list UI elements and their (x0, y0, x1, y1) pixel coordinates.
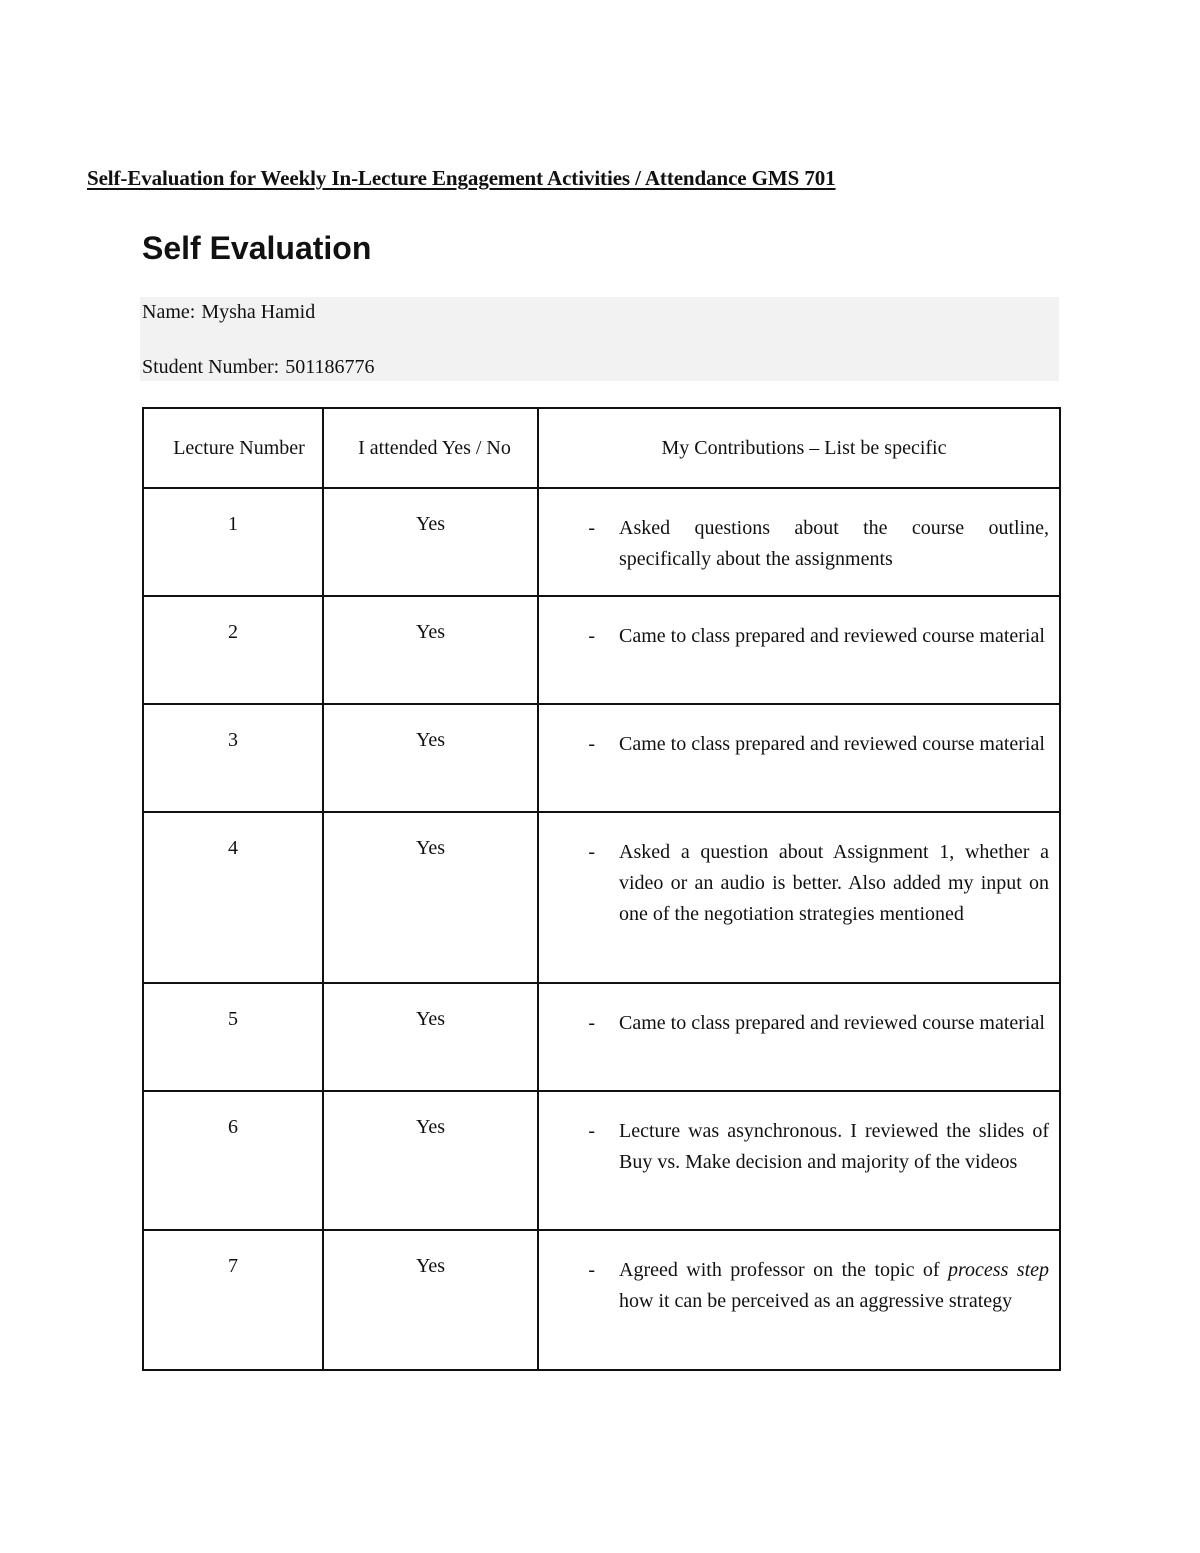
contribution-cell (538, 704, 1060, 812)
document-title: Self-Evaluation for Weekly In-Lecture Engagement Activities / Attendance GMS 701 (87, 166, 836, 190)
name-value: Mysha Hamid (201, 301, 316, 323)
attended-cell: Yes (323, 1091, 538, 1230)
lecture-number-cell: 5 (143, 983, 323, 1091)
student-number-label: Student Number: (142, 356, 280, 378)
bullet-dash: - (588, 625, 595, 647)
page-heading: Self Evaluation (142, 230, 372, 266)
contribution-text: Came to class prepared and reviewed course material (619, 1012, 1045, 1034)
table-row (143, 704, 1060, 812)
lecture-number-cell: 7 (143, 1230, 323, 1370)
attended-cell: Yes (323, 488, 538, 596)
student-number-line (142, 356, 374, 379)
header-contributions (538, 408, 1060, 488)
bullet-dash: - (588, 517, 595, 539)
attended-cell: Yes (323, 596, 538, 704)
attended-cell: Yes (323, 704, 538, 812)
lecture-number-cell: 3 (143, 704, 323, 812)
lecture-number-cell: 1 (143, 488, 323, 596)
bullet-dash: - (588, 1120, 595, 1142)
table-row (143, 983, 1060, 1091)
contribution-prefix: Agreed with professor on the topic of (619, 1259, 940, 1281)
contribution-text: Asked a question about Assignment 1, whether a video or an audio is better. Also added my input on one of the negotiation strategies mentioned (619, 841, 1049, 925)
table-row (143, 1230, 1060, 1370)
student-name-line (142, 301, 315, 324)
lecture-number-cell: 6 (143, 1091, 323, 1230)
header-lecture-label: Lecture Number (173, 436, 305, 459)
contribution-cell (538, 983, 1060, 1091)
header-lecture-number (143, 408, 323, 488)
contribution-text (619, 1255, 1049, 1317)
contribution-cell (538, 1230, 1060, 1370)
contribution-text: Asked questions about the course outline, specifically about the assignments (619, 517, 1049, 570)
contribution-cell (538, 596, 1060, 704)
attended-cell: Yes (323, 983, 538, 1091)
contribution-text: Lecture was asynchronous. I reviewed the slides of Buy vs. Make decision and majority of the videos (619, 1120, 1049, 1173)
evaluation-table (142, 407, 1061, 1371)
bullet-dash: - (588, 1012, 595, 1034)
table-row (143, 488, 1060, 596)
contribution-cell (538, 488, 1060, 596)
name-label: Name: (142, 301, 196, 323)
attended-cell: Yes (323, 1230, 538, 1370)
table-row (143, 596, 1060, 704)
lecture-number-cell: 4 (143, 812, 323, 983)
table-row (143, 812, 1060, 983)
student-number-value: 501186776 (285, 356, 375, 378)
bullet-dash: - (588, 1259, 595, 1281)
header-attended (323, 408, 538, 488)
contribution-cell (538, 1091, 1060, 1230)
bullet-dash: - (588, 841, 595, 863)
table-row (143, 1091, 1060, 1230)
attended-cell: Yes (323, 812, 538, 983)
header-attended-label: I attended Yes / No (358, 436, 511, 459)
lecture-number-cell: 2 (143, 596, 323, 704)
bullet-dash: - (588, 733, 595, 755)
contribution-cell (538, 812, 1060, 983)
contribution-text: Came to class prepared and reviewed course material (619, 733, 1045, 755)
contribution-suffix: how it can be perceived as an aggressive strategy (619, 1290, 1013, 1312)
contribution-emphasis: process step (947, 1259, 1049, 1281)
header-contributions-label: My Contributions – List be specific (661, 436, 947, 459)
contribution-text: Came to class prepared and reviewed course material (619, 625, 1045, 647)
table-header-row (143, 408, 1060, 488)
